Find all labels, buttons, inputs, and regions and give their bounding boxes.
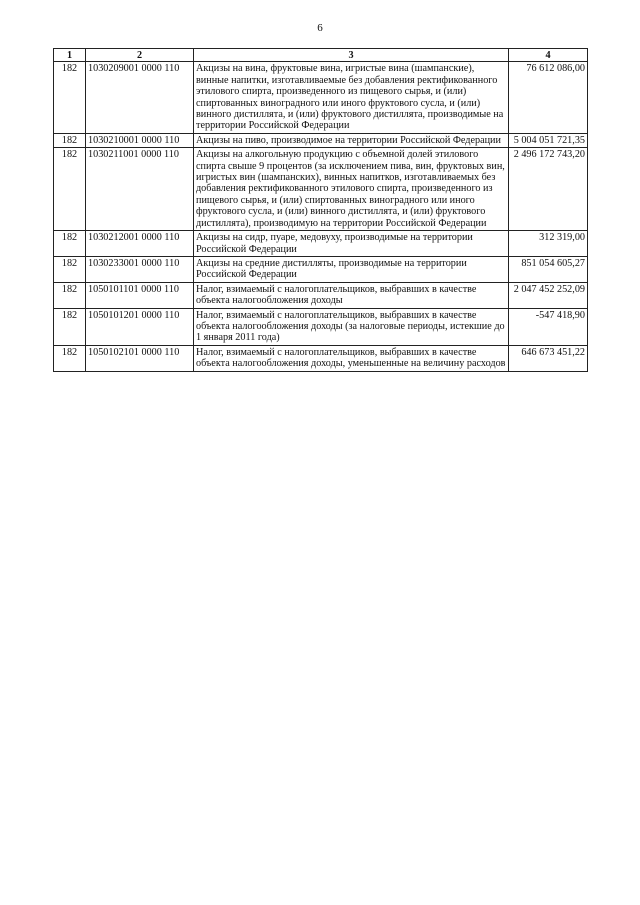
- revenue-code-cell: 1050101201 0000 110: [86, 308, 194, 345]
- revenue-name-cell: Акцизы на сидр, пуаре, медовуху, производимые на территории Российской Федерации: [194, 231, 509, 257]
- table-row: [54, 345, 588, 371]
- table-row: [54, 148, 588, 231]
- amount-cell: 5 004 051 721,35: [509, 133, 588, 147]
- revenue-name-cell: Налог, взимаемый с налогоплательщиков, выбравших в качестве объекта налогообложения доходы, уменьшенные на величину расходов: [194, 345, 509, 371]
- table-row: [54, 282, 588, 308]
- revenue-name-cell: Налог, взимаемый с налогоплательщиков, выбравших в качестве объекта налогообложения доходы: [194, 282, 509, 308]
- revenue-code-cell: 1030212001 0000 110: [86, 231, 194, 257]
- revenue-code-cell: 1030210001 0000 110: [86, 133, 194, 147]
- amount-cell: 312 319,00: [509, 231, 588, 257]
- amount-cell: 76 612 086,00: [509, 62, 588, 133]
- admin-code-cell: 182: [54, 308, 86, 345]
- table-row: [54, 231, 588, 257]
- revenue-name-cell: Акцизы на вина, фруктовые вина, игристые вина (шампанские), винные напитки, изготавливаемые без добавления ректификованного этилового спирта, произведенного из пищевого сырья, и (или) спиртованных виноградного или иного фруктового сусла, и (или) винного дистиллята, и (или) фруктового дистиллята, производимые на территории Российской Федерации: [194, 62, 509, 133]
- revenue-code-cell: 1030211001 0000 110: [86, 148, 194, 231]
- revenue-table: [53, 48, 588, 372]
- table-header: [54, 49, 588, 62]
- table-row: [54, 256, 588, 282]
- column-header-1: 1: [54, 49, 86, 62]
- revenue-name-cell: Акцизы на алкогольную продукцию с объемной долей этилового спирта свыше 9 процентов (за исключением пива, вин, фруктовых вин, игристых вин (шампанских), винных напитков, изготавливаемых без добавления ректификованного этилового спирта, произведенного из пищевого сырья, и (или) спиртованных виноградного или иного фруктового сусла, и (или) винного дистиллята, и (или) фруктового дистиллята), производимую на территории Российской Федерации: [194, 148, 509, 231]
- table-body: [54, 62, 588, 371]
- column-header-2: 2: [86, 49, 194, 62]
- table-row: [54, 62, 588, 133]
- amount-cell: 2 047 452 252,09: [509, 282, 588, 308]
- revenue-name-cell: Налог, взимаемый с налогоплательщиков, выбравших в качестве объекта налогообложения доходы (за налоговые периоды, истекшие до 1 января 2011 года): [194, 308, 509, 345]
- page-number: 6: [317, 22, 323, 34]
- admin-code-cell: 182: [54, 282, 86, 308]
- revenue-name-cell: Акцизы на средние дистилляты, производимые на территории Российской Федерации: [194, 256, 509, 282]
- revenue-code-cell: 1050102101 0000 110: [86, 345, 194, 371]
- column-header-3: 3: [194, 49, 509, 62]
- table-row: [54, 308, 588, 345]
- revenue-code-cell: 1030233001 0000 110: [86, 256, 194, 282]
- admin-code-cell: 182: [54, 148, 86, 231]
- table-row: [54, 133, 588, 147]
- admin-code-cell: 182: [54, 345, 86, 371]
- header-row: [54, 49, 588, 62]
- amount-cell: 2 496 172 743,20: [509, 148, 588, 231]
- revenue-name-cell: Акцизы на пиво, производимое на территории Российской Федерации: [194, 133, 509, 147]
- amount-cell: -547 418,90: [509, 308, 588, 345]
- admin-code-cell: 182: [54, 62, 86, 133]
- column-header-4: 4: [509, 49, 588, 62]
- revenue-code-cell: 1050101101 0000 110: [86, 282, 194, 308]
- amount-cell: 851 054 605,27: [509, 256, 588, 282]
- amount-cell: 646 673 451,22: [509, 345, 588, 371]
- revenue-code-cell: 1030209001 0000 110: [86, 62, 194, 133]
- admin-code-cell: 182: [54, 133, 86, 147]
- admin-code-cell: 182: [54, 256, 86, 282]
- admin-code-cell: 182: [54, 231, 86, 257]
